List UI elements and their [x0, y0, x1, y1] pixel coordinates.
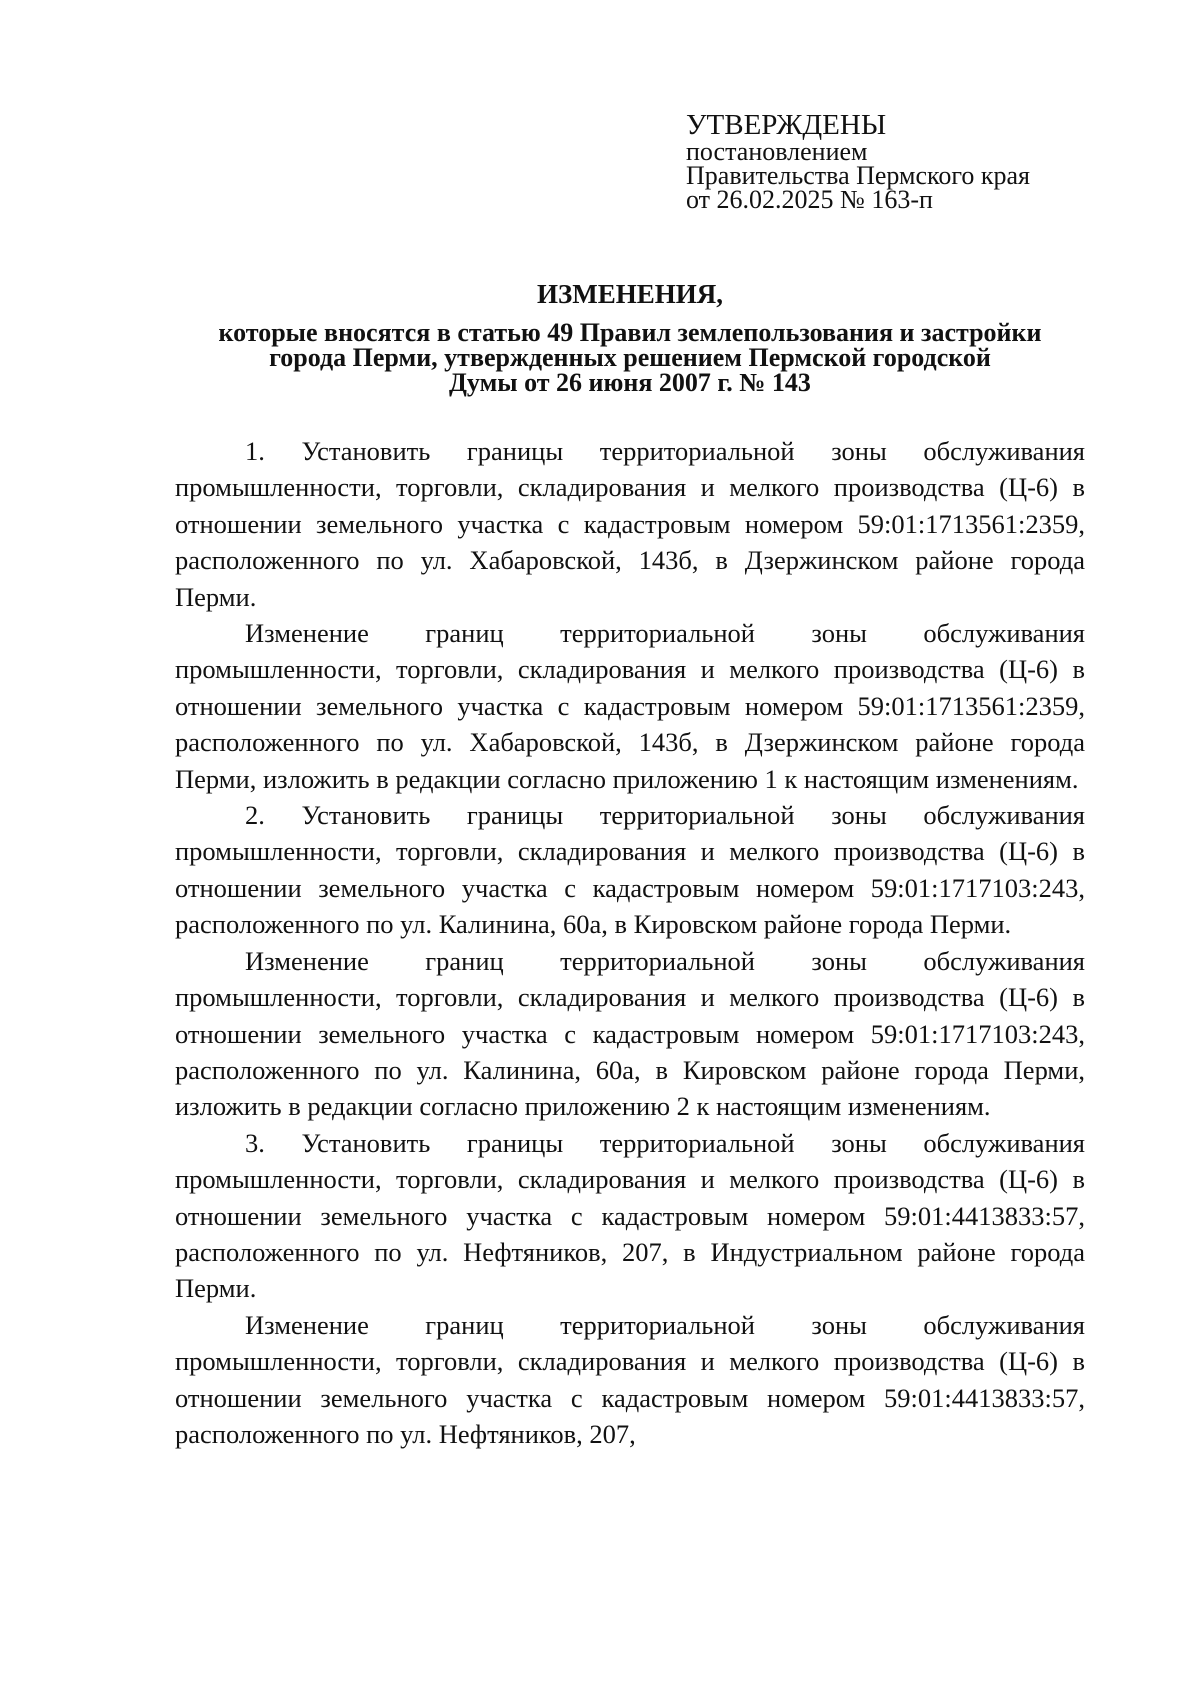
paragraph: 2. Установить границы территориальной зоны обслуживания промышленности, торговли, складирования и мелкого производства (Ц-6) в отношении земельного участка с кадастровым номером 59:01:1717103:243, расположенного по ул. Калинина, 60а, в Кировском районе города Перми. — [175, 800, 1085, 940]
document-body — [175, 433, 1085, 1452]
paragraph: 3. Установить границы территориальной зоны обслуживания промышленности, торговли, складирования и мелкого производства (Ц-6) в отношении земельного участка с кадастровым номером 59:01:4413833:57, расположенного по ул. Нефтяников, 207, в Индустриальном районе города Перми. — [175, 1127, 1085, 1304]
document-subtitle — [150, 320, 1110, 395]
subtitle-line: города Перми, утвержденных решением Пермской городской — [269, 343, 991, 372]
approval-title: УТВЕРЖДЕНЫ — [686, 109, 887, 141]
paragraph: Изменение границ территориальной зоны обслуживания промышленности, торговли, складирования и мелкого производства (Ц-6) в отношении земельного участка с кадастровым номером 59:01:1713561:2359, расположенного по ул. Хабаровской, 143б, в Дзержинском районе города Перми, изложить в редакции согласно приложению 1 к настоящим изменениям. — [175, 618, 1085, 794]
subtitle-line: которые вносятся в статью 49 Правил землепользования и застройки — [218, 318, 1042, 347]
paragraph: Изменение границ территориальной зоны обслуживания промышленности, торговли, складирования и мелкого производства (Ц-6) в отношении земельного участка с кадастровым номером 59:01:4413833:57, расположенного по ул. Нефтяников, 207, — [175, 1309, 1085, 1449]
approval-block — [686, 110, 1146, 212]
paragraph: 1. Установить границы территориальной зоны обслуживания промышленности, торговли, складирования и мелкого производства (Ц-6) в отношении земельного участка с кадастровым номером 59:01:1713561:2359, расположенного по ул. Хабаровской, 143б, в Дзержинском районе города Перми. — [175, 436, 1085, 612]
approval-line: Правительства Пермского края — [686, 161, 1030, 190]
paragraph: Изменение границ территориальной зоны обслуживания промышленности, торговли, складирования и мелкого производства (Ц-6) в отношении земельного участка с кадастровым номером 59:01:1717103:243, расположенного по ул. Калинина, 60а, в Кировском районе города Перми, изложить в редакции согласно приложению 2 к настоящим изменениям. — [175, 945, 1085, 1122]
document-title: ИЗМЕНЕНИЯ, — [536, 279, 723, 309]
subtitle-line: Думы от 26 июня 2007 г. № 143 — [449, 368, 811, 397]
approval-line: постановлением — [686, 137, 868, 166]
approval-line: от 26.02.2025 № 163-п — [686, 185, 933, 214]
